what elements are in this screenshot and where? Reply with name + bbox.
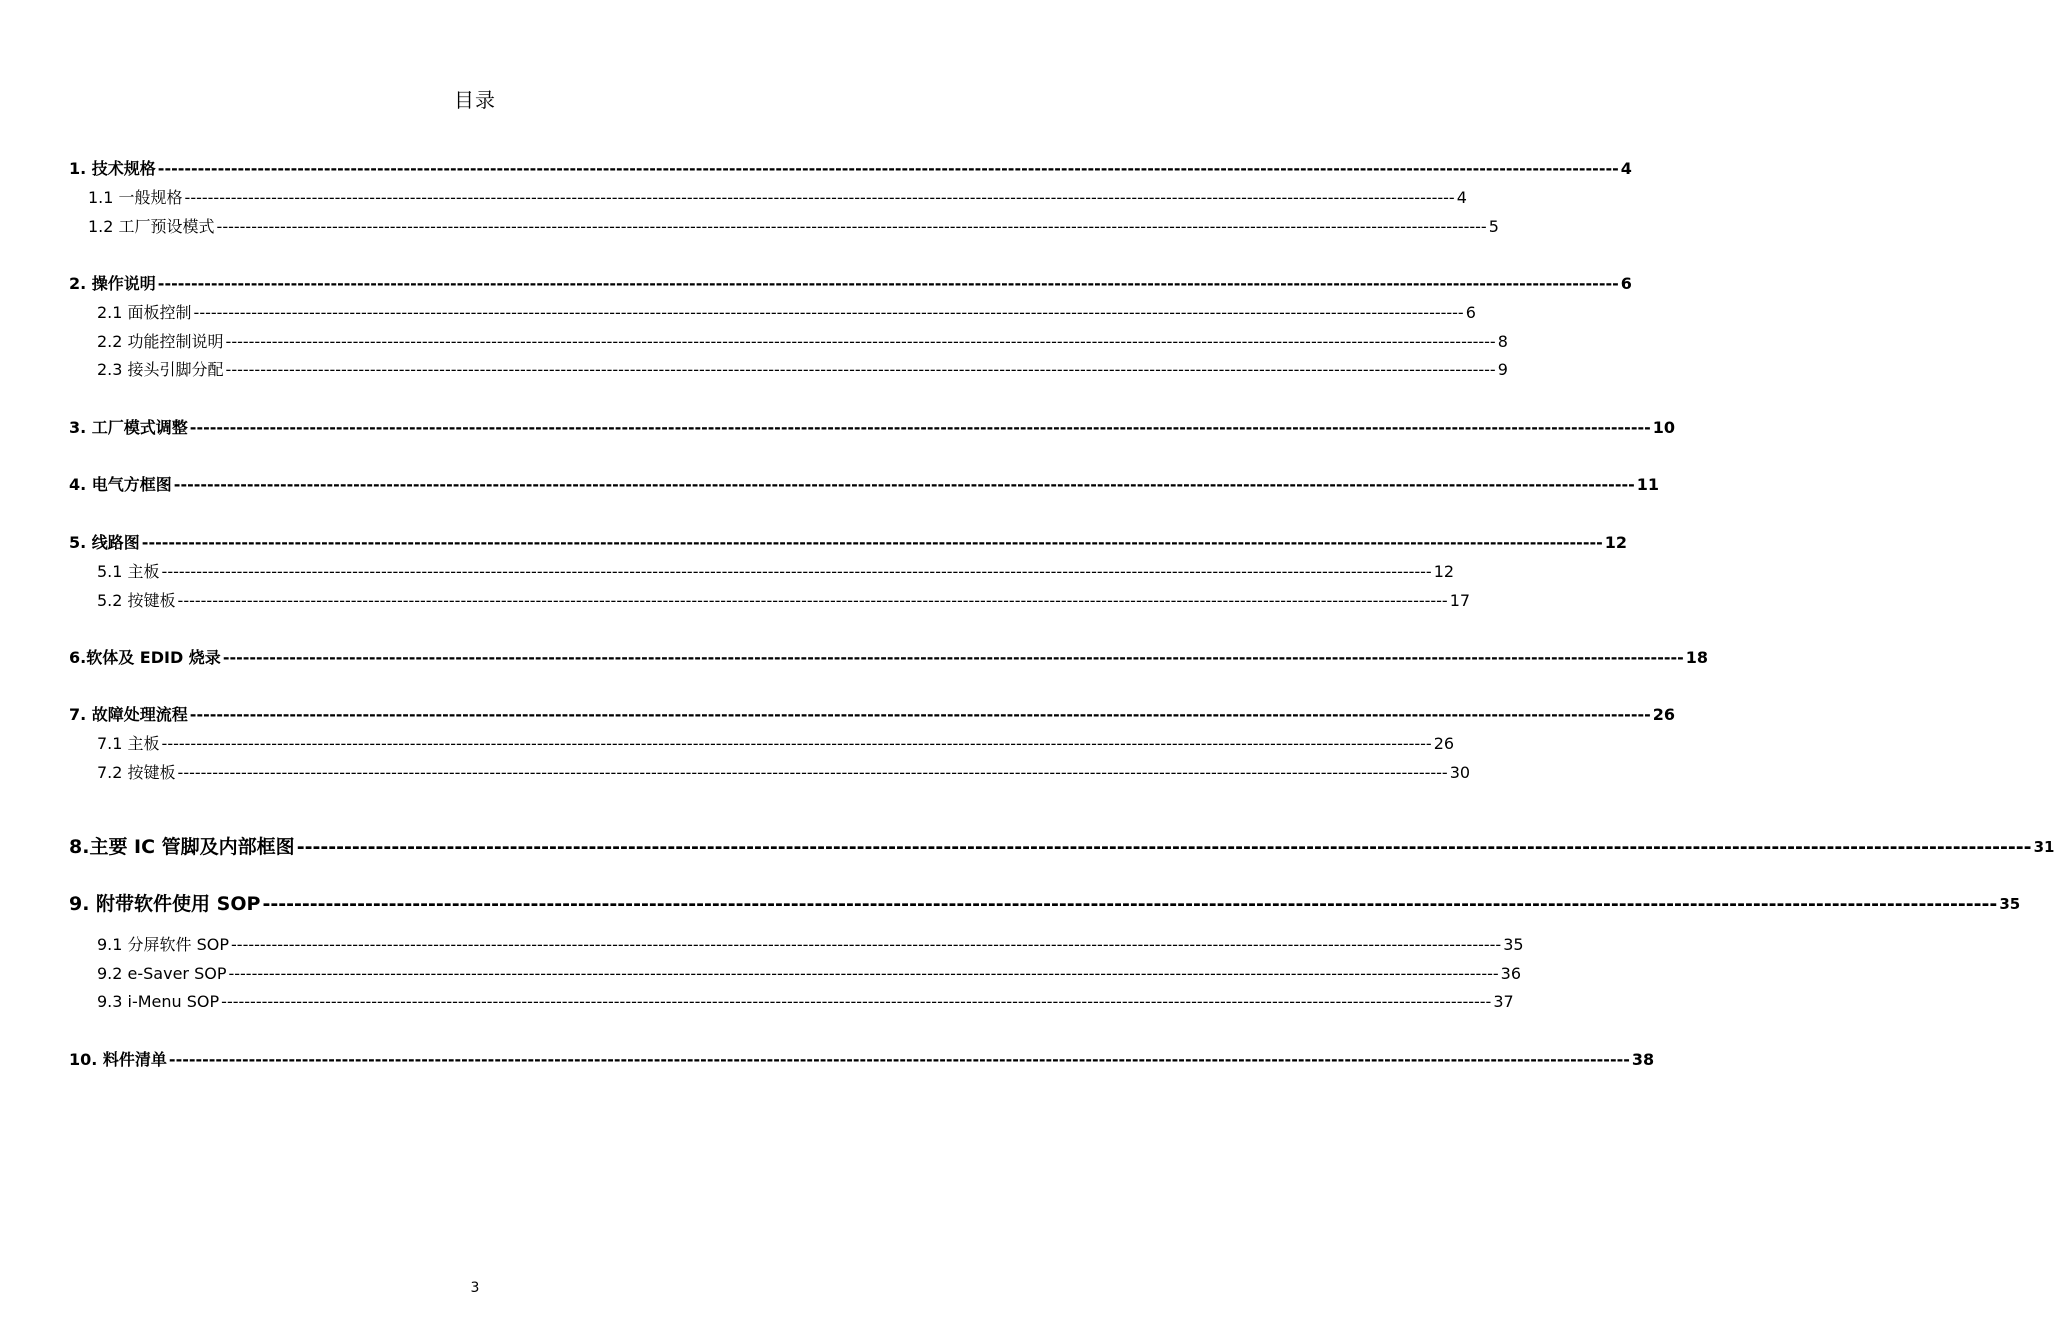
toc-entry[interactable] [69,831,2054,858]
page-number: 3 [470,1280,480,1296]
toc-entry-label: 7. 故障处理流程 [69,705,188,724]
toc-entry-label: 1.1 一般规格 [88,188,183,207]
dot-leader: ---------------------------------------------------------------------------------------------------------------------------------------------------------------------------------------------------------------------------- [189,705,1651,724]
dot-leader: ---------------------------------------------------------------------------------------------------------------------------------------------------------------------------------------------------------------------------- [168,1050,1630,1069]
dot-leader: ---------------------------------------------------------------------------------------------------------------------------------------------------------------------------------------------------------------------------- [193,303,1464,322]
toc-entry-page: 35 [1999,895,2021,913]
toc-entry-page: 6 [1465,303,1476,322]
toc-entry-page: 30 [1449,763,1471,782]
dot-leader: ---------------------------------------------------------------------------------------------------------------------------------------------------------------------------------------------------------------------------- [161,734,1432,753]
toc-entry-page: 18 [1685,648,1709,667]
toc-entry[interactable] [97,589,1471,611]
dot-leader: ---------------------------------------------------------------------------------------------------------------------------------------------------------------------------------------------------------------------------- [184,188,1455,207]
toc-entry[interactable] [69,272,1632,294]
dot-leader: ---------------------------------------------------------------------------------------------------------------------------------------------------------------------------------------------------------------------------- [225,360,1496,379]
toc-entry-page: 12 [1604,533,1627,552]
toc-entry-page: 5 [1488,217,1499,236]
toc-entry-page: 10 [1652,418,1675,437]
dot-leader: ---------------------------------------------------------------------------------------------------------------------------------------------------------------------------------------------------------------------------- [157,274,1619,293]
toc-entry-label: 7.1 主板 [97,734,160,753]
toc-entry-label: 2. 操作说明 [69,274,156,293]
dot-leader: ---------------------------------------------------------------------------------------------------------------------------------------------------------------------------------------------------------------------------- [141,533,1603,552]
toc-entry[interactable] [97,990,1514,1012]
dot-leader: ---------------------------------------------------------------------------------------------------------------------------------------------------------------------------------------------------------------------------- [177,763,1448,782]
toc-entry-page: 37 [1493,992,1514,1011]
toc-entry-label: 8.主要 IC 管脚及内部框图 [69,836,295,858]
dot-leader: ---------------------------------------------------------------------------------------------------------------------------------------------------------------------------------------------------------------------------- [221,992,1492,1011]
dot-leader: ---------------------------------------------------------------------------------------------------------------------------------------------------------------------------------------------------------------------------- [222,648,1684,667]
dot-leader: ---------------------------------------------------------------------------------------------------------------------------------------------------------------------------------------------------------------------------- [161,562,1432,581]
dot-leader: ---------------------------------------------------------------------------------------------------------------------------------------------------------------------------------------------------------------------------- [231,935,1502,954]
toc-entry-label: 1.2 工厂预设模式 [88,217,215,236]
toc-entry[interactable] [69,473,1659,495]
toc-entry[interactable] [97,732,1455,754]
toc-entry-label: 1. 技术规格 [69,159,156,178]
toc-entry-page: 26 [1652,705,1675,724]
toc-entry-label: 6.软体及 EDID 烧录 [69,648,221,667]
dot-leader: ---------------------------------------------------------------------------------------------------------------------------------------------------------------------------------------------------------------------------- [157,159,1619,178]
toc-entry-page: 17 [1449,591,1471,610]
dot-leader: ---------------------------------------------------------------------------------------------------------------------------------------------------------------------------------------------------------------------------- [216,217,1487,236]
toc-entry-label: 10. 料件清单 [69,1050,167,1069]
dot-leader: ---------------------------------------------------------------------------------------------------------------------------------------------------------------------------------------------------------------------------- [189,418,1651,437]
toc-entry[interactable] [69,888,2021,915]
toc-entry-label: 5.1 主板 [97,562,160,581]
toc-entry-page: 9 [1497,360,1508,379]
toc-entry-label: 4. 电气方框图 [69,475,172,494]
dot-leader: ---------------------------------------------------------------------------------------------------------------------------------------------------------------------------------------------------------------------------- [228,964,1499,983]
toc-entry-page: 26 [1433,734,1455,753]
page-title: 目录 [454,88,496,112]
toc-entry[interactable] [69,703,1675,725]
toc-entry-label: 9.3 i-Menu SOP [97,992,220,1011]
toc-entry-label: 9.1 分屏软件 SOP [97,935,230,954]
toc-entry-label: 5.2 按键板 [97,591,176,610]
toc-entry-page: 38 [1631,1050,1655,1069]
dot-leader: ---------------------------------------------------------------------------------------------------------------------------------------------------------------------------------------------------------------------------- [262,893,1998,915]
dot-leader: ---------------------------------------------------------------------------------------------------------------------------------------------------------------------------------------------------------------------------- [225,332,1496,351]
toc-entry-page: 31 [2033,838,2054,856]
toc-entry[interactable] [69,646,1709,668]
toc-entry[interactable] [69,157,1632,179]
toc-entry[interactable] [97,560,1455,582]
toc-entry[interactable] [97,358,1508,380]
toc-entry[interactable] [97,330,1508,352]
toc-entry[interactable] [69,416,1675,438]
dot-leader: ---------------------------------------------------------------------------------------------------------------------------------------------------------------------------------------------------------------------------- [177,591,1448,610]
toc-entry-label: 7.2 按键板 [97,763,176,782]
toc-entry[interactable] [97,301,1476,323]
toc-entry-label: 2.1 面板控制 [97,303,192,322]
toc-entry[interactable] [69,531,1627,553]
toc-entry-page: 4 [1620,159,1632,178]
toc-entry-page: 6 [1620,274,1632,293]
toc-entry-label: 2.2 功能控制说明 [97,332,224,351]
toc-entry[interactable] [97,962,1521,984]
toc-entry-label: 9. 附带软件使用 SOP [69,893,261,915]
toc-entry-page: 8 [1497,332,1508,351]
toc-entry-page: 36 [1500,964,1521,983]
toc-entry-page: 35 [1503,935,1524,954]
dot-leader: ---------------------------------------------------------------------------------------------------------------------------------------------------------------------------------------------------------------------------- [173,475,1635,494]
toc-entry[interactable] [97,761,1471,783]
toc-entry[interactable] [69,1048,1655,1070]
toc-entry-label: 5. 线路图 [69,533,140,552]
toc-entry-page: 12 [1433,562,1455,581]
toc-entry[interactable] [88,186,1467,208]
toc-entry[interactable] [88,215,1499,237]
toc-entry-page: 4 [1456,188,1467,207]
toc-entry-label: 3. 工厂模式调整 [69,418,188,437]
toc-entry[interactable] [97,933,1524,955]
toc-entry-label: 9.2 e-Saver SOP [97,964,227,983]
toc-entry-page: 11 [1636,475,1659,494]
toc-entry-label: 2.3 接头引脚分配 [97,360,224,379]
dot-leader: ---------------------------------------------------------------------------------------------------------------------------------------------------------------------------------------------------------------------------- [296,836,2032,858]
